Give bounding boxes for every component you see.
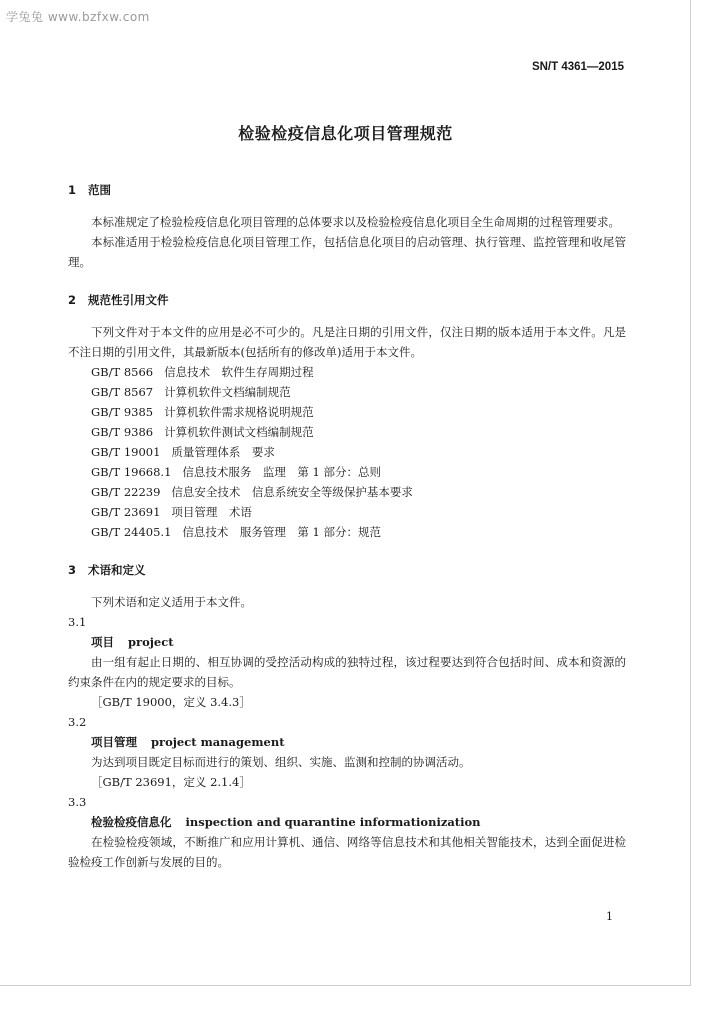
reference-item <box>68 362 626 382</box>
reference-code: GB/T 19001 <box>91 445 161 459</box>
paragraph: 本标准规定了检验检疫信息化项目管理的总体要求以及检验检疫信息化项目全生命周期的过程管理要求。 <box>91 215 620 229</box>
paragraph: 本标准适用于检验检疫信息化项目管理工作，包括信息化项目的启动管理、执行管理、监控管理和收尾管理。 <box>68 235 626 269</box>
reference-item <box>68 442 626 462</box>
reference-code: GB/T 8566 <box>91 365 154 379</box>
term-en: inspection and quarantine informationization <box>185 815 481 829</box>
term-zh: 项目 <box>91 635 114 649</box>
reference-code: GB/T 9386 <box>91 425 154 439</box>
clause-number: 3.1 <box>68 615 87 629</box>
reference-title: 信息技术 软件生存周期过程 <box>164 365 314 379</box>
term-zh: 检验检疫信息化 <box>91 815 172 829</box>
reference-code: GB/T 8567 <box>91 385 154 399</box>
section-heading <box>68 560 626 580</box>
watermark: 学兔兔 www.bzfxw.com <box>6 10 150 24</box>
reference-code: GB/T 9385 <box>91 405 154 419</box>
reference-item <box>68 482 626 502</box>
reference-code: GB/T 22239 <box>91 485 161 499</box>
term-source: ［GB/T 19000，定义 3.4.3］ <box>91 695 251 709</box>
paragraph: 下列术语和定义适用于本文件。 <box>91 595 252 609</box>
section-number: 3 <box>68 563 77 577</box>
section-title: 术语和定义 <box>88 563 146 577</box>
reference-item <box>68 502 626 522</box>
reference-item <box>68 422 626 442</box>
section-number: 2 <box>68 293 77 307</box>
reference-title: 计算机软件测试文档编制规范 <box>164 425 314 439</box>
reference-item <box>68 462 626 482</box>
term-entry <box>68 812 626 832</box>
page-number: 1 <box>606 910 613 923</box>
term-source: ［GB/T 23691，定义 2.1.4］ <box>91 775 251 789</box>
term-en: project <box>128 635 174 649</box>
reference-item <box>68 382 626 402</box>
document-body <box>68 180 626 872</box>
term-definition: 由一组有起止日期的、相互协调的受控活动构成的独特过程，该过程要达到符合包括时间、成本和资源的约束条件在内的规定要求的目标。 <box>68 655 626 689</box>
reference-title: 质量管理体系 要求 <box>171 445 275 459</box>
term-definition: 为达到项目既定目标而进行的策划、组织、实施、监测和控制的协调活动。 <box>91 755 471 769</box>
section-heading <box>68 290 626 310</box>
reference-title: 计算机软件需求规格说明规范 <box>164 405 314 419</box>
reference-item <box>68 402 626 422</box>
reference-title: 项目管理 术语 <box>171 505 252 519</box>
section-title: 范围 <box>88 183 111 197</box>
reference-code: GB/T 24405.1 <box>91 525 172 539</box>
section-number: 1 <box>68 183 77 197</box>
reference-list <box>68 362 626 542</box>
term-zh: 项目管理 <box>91 735 137 749</box>
reference-title: 信息技术服务 监理 第 1 部分：总则 <box>182 465 382 479</box>
reference-code: GB/T 23691 <box>91 505 161 519</box>
reference-code: GB/T 19668.1 <box>91 465 172 479</box>
section-heading <box>68 180 626 200</box>
reference-title: 信息安全技术 信息系统安全等级保护基本要求 <box>171 485 413 499</box>
reference-item <box>68 522 626 542</box>
term-definition: 在检验检疫领域，不断推广和应用计算机、通信、网络等信息技术和其他相关智能技术，达到全面促进检验检疫工作创新与发展的目的。 <box>68 835 626 869</box>
term-entry <box>68 632 626 652</box>
page-right-border <box>690 0 691 985</box>
term-entry <box>68 732 626 752</box>
section-title: 规范性引用文件 <box>88 293 169 307</box>
document-code: SN/T 4361—2015 <box>531 61 624 73</box>
document-title: 检验检疫信息化项目管理规范 <box>238 124 453 143</box>
clause-number: 3.3 <box>68 795 87 809</box>
paragraph: 下列文件对于本文件的应用是必不可少的。凡是注日期的引用文件，仅注日期的版本适用于本文件。凡是不注日期的引用文件，其最新版本(包括所有的修改单)适用于本文件。 <box>68 325 626 359</box>
page-bottom-border <box>0 985 691 986</box>
term-en: project management <box>151 735 285 749</box>
reference-title: 信息技术 服务管理 第 1 部分：规范 <box>182 525 382 539</box>
clause-number: 3.2 <box>68 715 87 729</box>
reference-title: 计算机软件文档编制规范 <box>164 385 291 399</box>
